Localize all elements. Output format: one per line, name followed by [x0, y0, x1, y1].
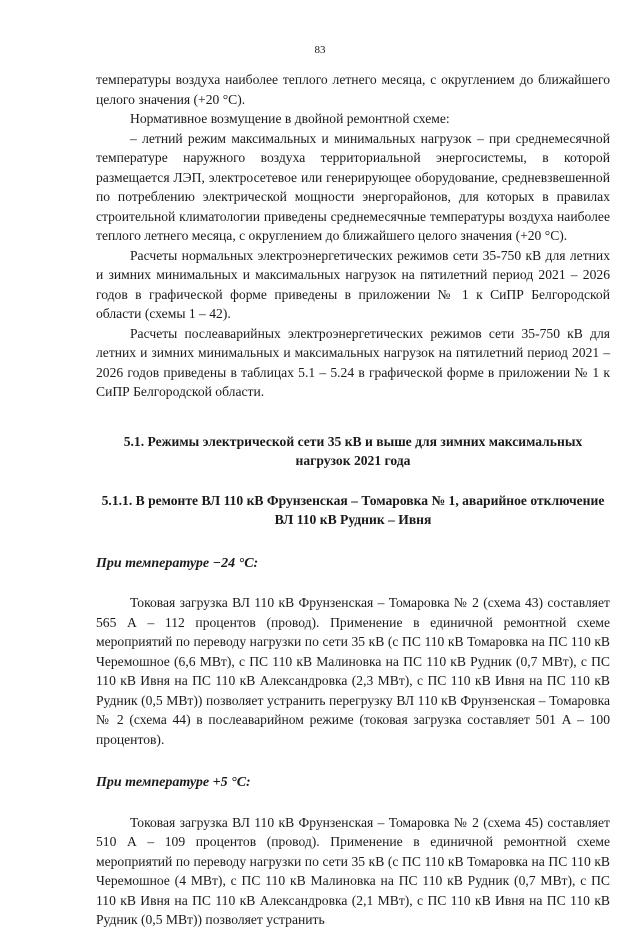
paragraph: температуры воздуха наиболее теплого летнего месяца, с округлением до ближайшего целого значения (+20 °С). [96, 72, 610, 107]
paragraph: Нормативное возмущение в двойной ремонтной схеме: [130, 111, 450, 126]
temperature-heading: При температуре +5 °С: [96, 775, 251, 790]
temperature-heading: При температуре −24 °С: [96, 555, 259, 571]
section-heading: 5.1. Режимы электрической сети 35 кВ и выше для зимних максимальных нагрузок 2021 года [123, 433, 583, 468]
paragraph: Расчеты послеаварийных электроэнергетических режимов сети 35-750 кВ для летних и зимних минимальных и максимальных нагрузок на пятилетний период 2021 – 2026 годов приведены в таблицах 5.1 – 5.24 в графической форме в приложении № 1 к СиПР Белгородской области. [96, 325, 610, 399]
paragraph: Расчеты нормальных электроэнергетических режимов сети 35-750 кВ для летних и зимних минимальных и максимальных нагрузок на пятилетний период 2021 – 2026 годов в графической форме приведены в приложении № 1 к СиПР Белгородской области (схемы 1 – 42). [96, 247, 610, 321]
subsection-heading: 5.1.1. В ремонте ВЛ 110 кВ Фрунзенская – Томаровка № 1, аварийное отключение ВЛ 110 кВ Рудник – Ивня [101, 492, 605, 527]
page-content [96, 70, 610, 930]
paragraph: – летний режим максимальных и минимальных нагрузок – при среднемесячной температуре наружного воздуха территориальной энергосистемы, в которой размещается ЛЭП, электросетевое или генерирующее оборудование, средневзвешенной по потреблению электрической мощности энергорайонов, для которых в правилах строительной климатологии приведены среднемесячные температуры воздуха наиболее теплого летнего месяца, с округлением до ближайшего целого значения (+20 °С). [96, 130, 610, 243]
page-number: 83 [314, 44, 326, 56]
paragraph: Токовая загрузка ВЛ 110 кВ Фрунзенская – Томаровка № 2 (схема 45) составляет 510 А – 109 процентов (провод). Применение в единичной ремонтной схеме мероприятий по переводу нагрузки по сети 35 кВ (с ПС 110 кВ Томаровка на ПС 110 кВ Черемошное (4 МВт), с ПС 110 кВ Малиновка на ПС 110 кВ Рудник (0,7 МВт), с ПС 110 кВ Ивня на ПС 110 кВ Александровка (2,1 МВт), с ПС 110 кВ Ивня на ПС 110 кВ Рудник (0,5 МВт)) позволяет устранить [96, 814, 610, 927]
paragraph: Токовая загрузка ВЛ 110 кВ Фрунзенская – Томаровка № 2 (схема 43) составляет 565 А – 112 процентов (провод). Применение в единичной ремонтной схеме мероприятий по переводу нагрузки по сети 35 кВ (с ПС 110 кВ Томаровка на ПС 110 кВ Черемошное (6,6 МВт), с ПС 110 кВ Малиновка на ПС 110 кВ Рудник (0,7 МВт), с ПС 110 кВ Ивня на ПС 110 кВ Александровка (2,3 МВт), с ПС 110 кВ Ивня на ПС 110 кВ Рудник (0,5 МВт)) позволяет устранить перегрузку ВЛ 110 кВ Фрунзенская – Томаровка № 2 (схема 44) в послеаварийном режиме (токовая загрузка составляет 501 А – 100 процентов). [96, 595, 610, 747]
